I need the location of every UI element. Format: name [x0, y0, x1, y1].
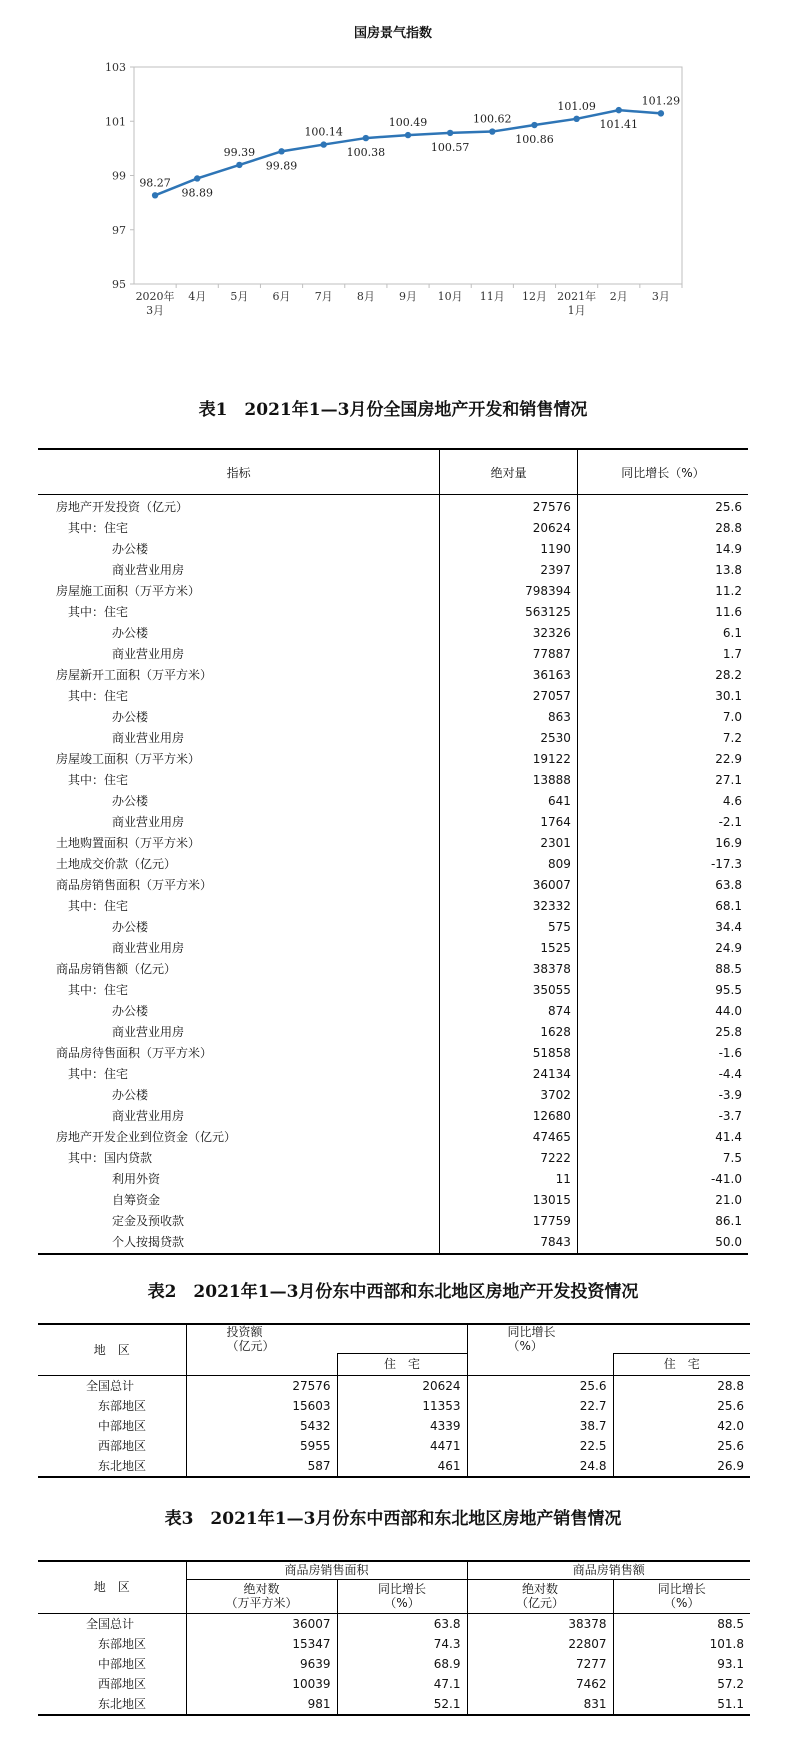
row-growth: 68.1 — [715, 899, 742, 913]
x-tick-label: 8月 — [356, 290, 375, 303]
row-value: 874 — [440, 1001, 578, 1022]
x-tick-label: 12月 — [521, 290, 547, 303]
table-row — [38, 1416, 750, 1436]
table-row — [38, 1148, 748, 1169]
table2 — [38, 1323, 750, 1478]
area-cell: 981 — [186, 1694, 337, 1715]
row-label: 其中：住宅 — [38, 980, 440, 1001]
row-value: 1190 — [440, 539, 578, 560]
line-chart — [0, 0, 786, 330]
row-growth: 50.0 — [715, 1235, 742, 1249]
row-value: 47465 — [440, 1127, 578, 1148]
row-label: 房屋竣工面积（万平方米） — [38, 749, 440, 770]
x-tick-label: 9月 — [399, 290, 417, 303]
sales-cell: 831 — [467, 1694, 613, 1715]
table3-title: 表3 2021年1—3月份东中西部和东北地区房地产销售情况 — [164, 1509, 622, 1529]
data-point — [278, 148, 284, 154]
header-growth: 同比增长（%） — [577, 449, 748, 495]
sales-growth-cell: 57.2 — [613, 1674, 750, 1694]
table-row — [38, 1211, 748, 1232]
row-label: 定金及预收款 — [38, 1211, 440, 1232]
row-value: 2530 — [440, 728, 578, 749]
row-growth: 44.0 — [715, 1004, 742, 1018]
row-label: 办公楼 — [38, 1001, 440, 1022]
row-value: 27057 — [440, 686, 578, 707]
region-cell: 中部地区 — [98, 1656, 147, 1671]
invest-cell: 27576 — [186, 1375, 337, 1396]
row-value: 77887 — [440, 644, 578, 665]
area-growth-cell: 63.8 — [337, 1613, 467, 1634]
row-label: 其中：住宅 — [38, 518, 440, 539]
row-growth: -4.4 — [718, 1067, 742, 1081]
row-label: 商业营业用房 — [38, 560, 440, 581]
row-growth: 25.6 — [715, 500, 742, 514]
table-row — [38, 1022, 748, 1043]
row-growth: 28.2 — [715, 668, 742, 682]
invest-housing-cell: 461 — [337, 1456, 467, 1477]
sales-growth-cell: 93.1 — [613, 1654, 750, 1674]
table-row — [38, 1001, 748, 1022]
t2-header-invest-housing: 住 宅 — [337, 1353, 467, 1375]
row-growth: 28.8 — [715, 521, 742, 535]
row-label: 其中：住宅 — [38, 896, 440, 917]
row-value: 863 — [440, 707, 578, 728]
invest-housing-cell: 4339 — [337, 1416, 467, 1436]
data-label: 100.14 — [304, 125, 343, 139]
row-label: 办公楼 — [38, 539, 440, 560]
row-growth: 63.8 — [715, 878, 742, 892]
y-tick-label: 101 — [105, 115, 126, 129]
row-value: 11 — [440, 1169, 578, 1190]
t3-header-area-abs: 绝对数 （万平方米） — [186, 1579, 337, 1613]
row-label: 办公楼 — [38, 623, 440, 644]
row-value: 641 — [440, 791, 578, 812]
table1-title: 表1 2021年1—3月份全国房地产开发和销售情况 — [198, 400, 588, 420]
invest-housing-cell: 20624 — [337, 1375, 467, 1396]
row-value: 24134 — [440, 1064, 578, 1085]
table-row — [38, 495, 748, 519]
table-row — [38, 1085, 748, 1106]
row-value: 27576 — [440, 495, 578, 519]
data-label: 100.57 — [430, 140, 470, 154]
table-row — [38, 1375, 750, 1396]
row-value: 809 — [440, 854, 578, 875]
table-row — [38, 791, 748, 812]
row-value: 17759 — [440, 1211, 578, 1232]
table-row — [38, 581, 748, 602]
row-growth: 41.4 — [715, 1130, 742, 1144]
row-growth: -17.3 — [710, 857, 742, 871]
data-point — [320, 141, 326, 147]
row-label: 办公楼 — [38, 917, 440, 938]
row-label: 房屋新开工面积（万平方米） — [38, 665, 440, 686]
data-label: 100.38 — [346, 146, 386, 160]
table-row — [38, 980, 748, 1001]
growth-cell: 22.7 — [467, 1396, 613, 1416]
x-tick-label: 10月 — [437, 290, 463, 303]
row-growth: 7.2 — [722, 731, 742, 745]
growth-housing-cell: 26.9 — [613, 1456, 750, 1477]
x-tick-label: 7月 — [314, 290, 333, 303]
table-row — [38, 1043, 748, 1064]
x-axis-ticks — [136, 284, 682, 317]
table-row — [38, 854, 748, 875]
y-tick-label: 97 — [112, 223, 126, 237]
data-label: 101.41 — [599, 118, 639, 132]
table-row — [38, 1232, 748, 1254]
row-value: 36007 — [440, 875, 578, 896]
table-row — [38, 686, 748, 707]
table-row — [38, 1396, 750, 1416]
row-growth: -3.7 — [718, 1109, 742, 1123]
x-tick-label: 5月 — [230, 290, 249, 303]
row-label: 其中：住宅 — [38, 1064, 440, 1085]
row-label: 利用外资 — [38, 1169, 440, 1190]
row-value: 36163 — [440, 665, 578, 686]
row-value: 32326 — [440, 623, 578, 644]
table-row — [38, 560, 748, 581]
data-label: 99.39 — [223, 145, 256, 159]
plot-frame — [134, 67, 682, 284]
row-label: 办公楼 — [38, 791, 440, 812]
row-value: 13888 — [440, 770, 578, 791]
data-point — [152, 192, 158, 198]
table-row — [38, 1169, 748, 1190]
data-label: 100.86 — [515, 133, 554, 147]
t3-header-area-growth: 同比增长 （%） — [337, 1579, 467, 1613]
table-row — [38, 1694, 750, 1715]
row-value: 7843 — [440, 1232, 578, 1254]
area-growth-cell: 74.3 — [337, 1634, 467, 1654]
row-growth: 21.0 — [715, 1193, 742, 1207]
table2-title: 表2 2021年1—3月份东中西部和东北地区房地产开发投资情况 — [147, 1282, 639, 1302]
row-growth: 7.0 — [722, 710, 742, 724]
row-growth: 24.9 — [715, 941, 742, 955]
row-growth: 6.1 — [722, 626, 742, 640]
invest-housing-cell: 11353 — [337, 1396, 467, 1416]
data-point — [658, 110, 664, 116]
table-row — [38, 1613, 750, 1634]
row-label: 办公楼 — [38, 707, 440, 728]
area-growth-cell: 68.9 — [337, 1654, 467, 1674]
growth-housing-cell: 28.8 — [613, 1375, 750, 1396]
row-value: 13015 — [440, 1190, 578, 1211]
area-growth-cell: 52.1 — [337, 1694, 467, 1715]
row-value: 7222 — [440, 1148, 578, 1169]
row-label: 商业营业用房 — [38, 728, 440, 749]
data-label: 99.89 — [265, 159, 298, 173]
table-row — [38, 1634, 750, 1654]
row-label: 商品房待售面积（万平方米） — [38, 1043, 440, 1064]
row-label: 办公楼 — [38, 1085, 440, 1106]
x-tick-label: 11月 — [479, 290, 505, 303]
row-growth: 25.8 — [715, 1025, 742, 1039]
table-row — [38, 1436, 750, 1456]
row-growth: 30.1 — [715, 689, 742, 703]
row-value: 38378 — [440, 959, 578, 980]
growth-cell: 24.8 — [467, 1456, 613, 1477]
growth-cell: 22.5 — [467, 1436, 613, 1456]
row-growth: 22.9 — [715, 752, 742, 766]
table-row — [38, 728, 748, 749]
row-growth: 27.1 — [715, 773, 742, 787]
row-growth: 11.2 — [715, 584, 742, 598]
region-cell: 东北地区 — [98, 1458, 147, 1473]
row-growth: -1.6 — [718, 1046, 742, 1060]
data-point — [531, 122, 537, 128]
y-tick-label: 99 — [112, 169, 126, 183]
table-row — [38, 539, 748, 560]
row-growth: -2.1 — [718, 815, 742, 829]
row-label: 土地成交价款（亿元） — [38, 854, 440, 875]
row-growth: 4.6 — [722, 794, 742, 808]
table-row — [38, 959, 748, 980]
table-row — [38, 875, 748, 896]
row-growth: 95.5 — [715, 983, 742, 997]
row-growth: 1.7 — [722, 647, 742, 661]
chart-axes — [134, 67, 682, 284]
invest-cell: 5955 — [186, 1436, 337, 1456]
row-label: 其中：住宅 — [38, 770, 440, 791]
table-row — [38, 1456, 750, 1477]
table-row — [38, 1654, 750, 1674]
data-point — [363, 135, 369, 141]
row-value: 1525 — [440, 938, 578, 959]
row-growth: 13.8 — [715, 563, 742, 577]
data-label: 98.27 — [139, 176, 171, 190]
row-label: 房地产开发投资（亿元） — [38, 495, 440, 519]
data-label: 101.09 — [557, 99, 596, 113]
region-cell: 东北地区 — [98, 1696, 147, 1711]
row-label: 商品房销售面积（万平方米） — [38, 875, 440, 896]
row-label: 其中：国内贷款 — [38, 1148, 440, 1169]
x-tick-label: 6月 — [272, 290, 291, 303]
t3-header-sales-abs: 绝对数 （亿元） — [467, 1579, 613, 1613]
table-row — [38, 1674, 750, 1694]
region-cell: 全国总计 — [86, 1378, 135, 1393]
table-row — [38, 707, 748, 728]
table3 — [38, 1560, 750, 1716]
x-tick-label: 3月 — [651, 290, 670, 303]
row-growth: 86.1 — [715, 1214, 742, 1228]
row-growth: -41.0 — [710, 1172, 742, 1186]
row-value: 12680 — [440, 1106, 578, 1127]
row-value: 563125 — [440, 602, 578, 623]
table-row — [38, 518, 748, 539]
table-row — [38, 770, 748, 791]
row-label: 商业营业用房 — [38, 644, 440, 665]
t3-header-sales: 商品房销售额 — [467, 1561, 750, 1579]
row-label: 房地产开发企业到位资金（亿元） — [38, 1127, 440, 1148]
area-growth-cell: 47.1 — [337, 1674, 467, 1694]
row-label: 房屋施工面积（万平方米） — [38, 581, 440, 602]
invest-cell: 15603 — [186, 1396, 337, 1416]
table-row — [38, 1127, 748, 1148]
data-point — [405, 132, 411, 138]
table-row — [38, 896, 748, 917]
chart-title: 国房景气指数 — [353, 26, 432, 41]
growth-cell: 38.7 — [467, 1416, 613, 1436]
data-point — [194, 175, 200, 181]
sales-growth-cell: 88.5 — [613, 1613, 750, 1634]
data-label: 100.49 — [388, 116, 428, 130]
table-row — [38, 812, 748, 833]
row-growth: 34.4 — [715, 920, 742, 934]
table-row — [38, 665, 748, 686]
table-row — [38, 1190, 748, 1211]
x-tick-label: 2月 — [609, 290, 628, 303]
y-tick-label: 103 — [105, 61, 126, 74]
row-label: 商品房销售额（亿元） — [38, 959, 440, 980]
row-value: 1628 — [440, 1022, 578, 1043]
table-row — [38, 644, 748, 665]
row-label: 其中：住宅 — [38, 602, 440, 623]
row-growth: 14.9 — [715, 542, 742, 556]
t2-header-growth: 同比增长 （%） — [467, 1324, 613, 1353]
data-point — [616, 107, 622, 113]
data-point — [447, 130, 453, 136]
region-cell: 西部地区 — [98, 1438, 147, 1453]
data-label: 101.29 — [641, 94, 681, 108]
sales-growth-cell: 101.8 — [613, 1634, 750, 1654]
sales-cell: 38378 — [467, 1613, 613, 1634]
t3-header-sales-growth: 同比增长 （%） — [613, 1579, 750, 1613]
table-row — [38, 623, 748, 644]
sales-cell: 7277 — [467, 1654, 613, 1674]
x-tick-label: 2020年 3月 — [135, 290, 175, 317]
row-label: 商业营业用房 — [38, 1106, 440, 1127]
row-label: 其中：住宅 — [38, 686, 440, 707]
table1 — [38, 448, 748, 1255]
sales-cell: 22807 — [467, 1634, 613, 1654]
region-cell: 全国总计 — [86, 1616, 135, 1631]
t3-header-region: 地 区 — [38, 1561, 186, 1613]
data-point — [489, 128, 495, 134]
row-growth: 16.9 — [715, 836, 742, 850]
t3-header-area: 商品房销售面积 — [186, 1561, 467, 1579]
area-cell: 10039 — [186, 1674, 337, 1694]
header-indicator: 指标 — [38, 449, 440, 495]
row-growth: 11.6 — [715, 605, 742, 619]
header-absolute: 绝对量 — [440, 449, 578, 495]
row-growth: -3.9 — [718, 1088, 742, 1102]
growth-housing-cell: 25.6 — [613, 1436, 750, 1456]
row-value: 3702 — [440, 1085, 578, 1106]
growth-cell: 25.6 — [467, 1375, 613, 1396]
y-axis-ticks — [105, 61, 134, 291]
row-label: 自筹资金 — [38, 1190, 440, 1211]
row-value: 575 — [440, 917, 578, 938]
table1-header — [38, 449, 748, 495]
table-row — [38, 917, 748, 938]
area-cell: 15347 — [186, 1634, 337, 1654]
growth-housing-cell: 42.0 — [613, 1416, 750, 1436]
table-row — [38, 1106, 748, 1127]
t2-header-region: 地 区 — [38, 1324, 186, 1375]
table-row — [38, 938, 748, 959]
y-tick-label: 95 — [112, 278, 126, 291]
invest-housing-cell: 4471 — [337, 1436, 467, 1456]
table-row — [38, 833, 748, 854]
row-value: 20624 — [440, 518, 578, 539]
region-cell: 西部地区 — [98, 1676, 147, 1691]
row-value: 35055 — [440, 980, 578, 1001]
data-label: 100.62 — [473, 112, 512, 126]
table-row — [38, 602, 748, 623]
area-cell: 36007 — [186, 1613, 337, 1634]
row-value: 19122 — [440, 749, 578, 770]
row-label: 个人按揭贷款 — [38, 1232, 440, 1254]
data-labels — [139, 94, 680, 199]
sales-cell: 7462 — [467, 1674, 613, 1694]
table-row — [38, 1064, 748, 1085]
row-value: 51858 — [440, 1043, 578, 1064]
row-growth: 7.5 — [722, 1151, 742, 1165]
t2-header-growth-housing: 住 宅 — [613, 1353, 750, 1375]
invest-cell: 5432 — [186, 1416, 337, 1436]
area-cell: 9639 — [186, 1654, 337, 1674]
region-cell: 中部地区 — [98, 1418, 147, 1433]
sales-growth-cell: 51.1 — [613, 1694, 750, 1715]
invest-cell: 587 — [186, 1456, 337, 1477]
row-value: 2397 — [440, 560, 578, 581]
data-label: 98.89 — [181, 186, 213, 200]
data-point — [236, 162, 242, 168]
row-value: 1764 — [440, 812, 578, 833]
row-label: 商业营业用房 — [38, 938, 440, 959]
row-value: 798394 — [440, 581, 578, 602]
row-label: 商业营业用房 — [38, 812, 440, 833]
region-cell: 东部地区 — [98, 1398, 147, 1413]
x-tick-label: 2021年 1月 — [557, 290, 597, 317]
x-tick-label: 4月 — [188, 290, 207, 303]
row-growth: 88.5 — [715, 962, 742, 976]
t2-header-invest: 投资额 （亿元） — [186, 1324, 337, 1353]
data-point — [573, 116, 579, 122]
row-value: 32332 — [440, 896, 578, 917]
row-label: 土地购置面积（万平方米） — [38, 833, 440, 854]
table-row — [38, 749, 748, 770]
growth-housing-cell: 25.6 — [613, 1396, 750, 1416]
row-label: 商业营业用房 — [38, 1022, 440, 1043]
row-value: 2301 — [440, 833, 578, 854]
region-cell: 东部地区 — [98, 1636, 147, 1651]
